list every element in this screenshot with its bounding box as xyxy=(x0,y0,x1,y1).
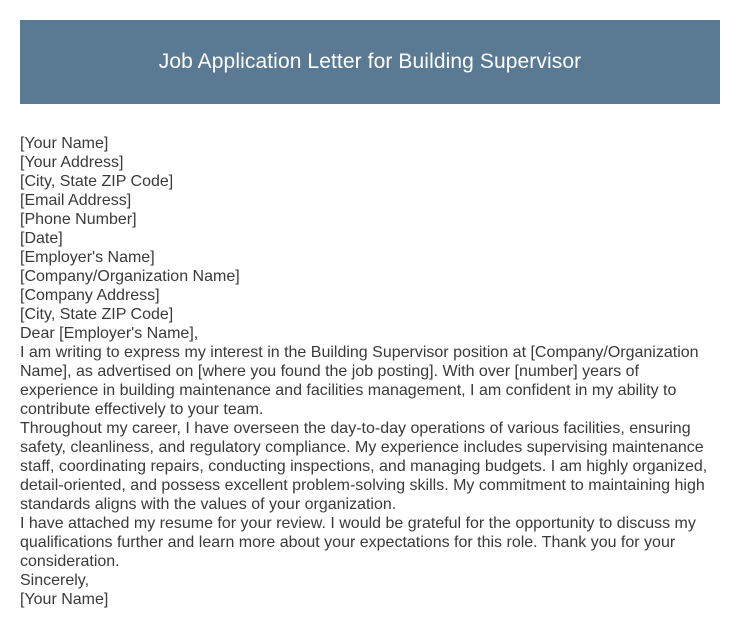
sender-name: [Your Name] xyxy=(20,135,109,152)
sender-email: [Email Address] xyxy=(20,192,132,209)
paragraph-closing: I have attached my resume for your review. I would be grateful for the opportunity to discuss my qualifications further and learn more about your expectations for this role. Thank you for your consideration. xyxy=(20,515,696,570)
letter-date: [Date] xyxy=(20,230,63,247)
sender-phone: [Phone Number] xyxy=(20,211,137,228)
employer-name: [Employer's Name] xyxy=(20,249,155,266)
sender-city: [City, State ZIP Code] xyxy=(20,173,174,190)
signature-name: [Your Name] xyxy=(20,591,109,608)
company-name: [Company/Organization Name] xyxy=(20,268,240,285)
paragraph-intro: I am writing to express my interest in the Building Supervisor position at [Company/Organization Name], as advertised on [where you found the job posting]. With over [number] years of experience in building maintenance and facilities management, I am confident in my ability to contribute effectively to your team. xyxy=(20,344,699,418)
company-city: [City, State ZIP Code] xyxy=(20,306,174,323)
letter-body xyxy=(20,134,720,609)
page-title: Job Application Letter for Building Supervisor xyxy=(158,50,582,73)
paragraph-experience: Throughout my career, I have overseen the day-to-day operations of various facilities, ensuring safety, cleanliness, and regulatory compliance. My experience includes supervising maintenance staff, coordinating repairs, conducting inspections, and managing budgets. I am highly organized, detail-oriented, and possess excellent problem-solving skills. My commitment to maintaining high standards aligns with the values of your organization. xyxy=(20,420,708,513)
closing: Sincerely, xyxy=(20,572,90,589)
company-address: [Company Address] xyxy=(20,287,160,304)
sender-address: [Your Address] xyxy=(20,154,124,171)
title-banner xyxy=(20,20,720,104)
salutation: Dear [Employer's Name], xyxy=(20,325,199,342)
